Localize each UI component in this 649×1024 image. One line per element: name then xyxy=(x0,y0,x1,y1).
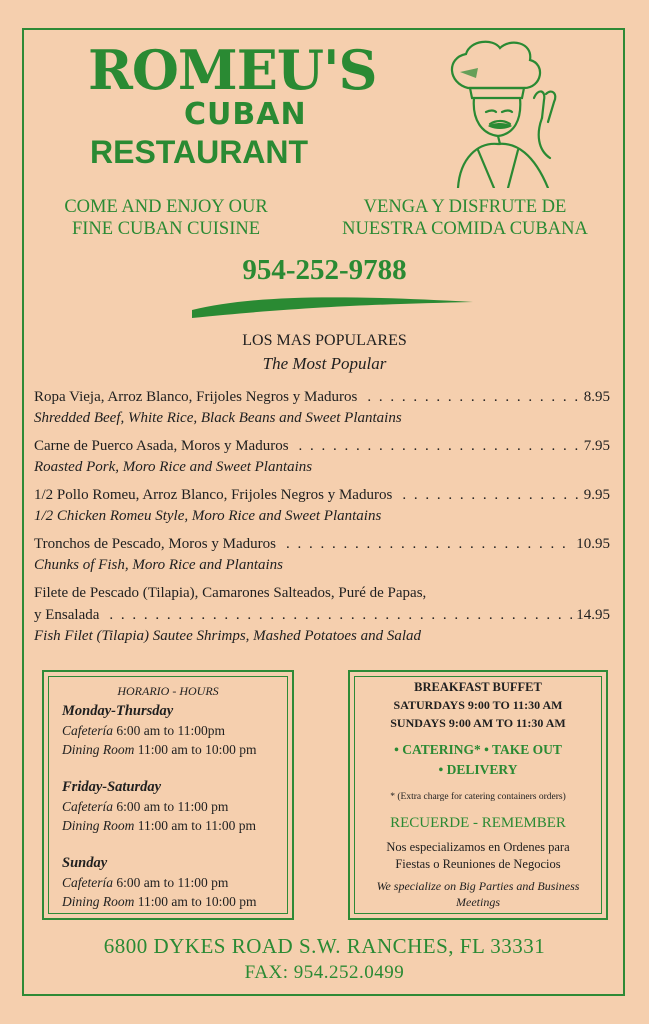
hours-group xyxy=(62,778,292,835)
specialize-en-line1: We specialize on Big Parties and Business xyxy=(376,879,580,893)
tagline-english xyxy=(40,196,292,240)
logo-restaurant: RESTAURANT xyxy=(90,134,309,170)
menu-item-name: y Ensalada xyxy=(34,607,100,623)
specialize-es-line2: Fiestas o Reuniones de Negocios xyxy=(395,857,561,871)
menu-item xyxy=(34,386,610,429)
restaurant-logo xyxy=(88,38,377,170)
logo-cuban: CUBAN xyxy=(184,97,307,132)
menu-item-price: 7.95 xyxy=(583,438,610,454)
fax-number: FAX: 954.252.0499 xyxy=(244,962,405,983)
section-title: LOS MAS POPULARES xyxy=(242,332,407,349)
phone-number[interactable]: 954-252-9788 xyxy=(242,254,407,286)
menu-item-price: 14.95 xyxy=(576,607,610,623)
menu-item-price: 9.95 xyxy=(583,487,610,503)
decorative-swoosh xyxy=(190,292,475,320)
hours-group xyxy=(62,702,292,759)
buffet-title: BREAKFAST BUFFET xyxy=(414,680,542,694)
buffet-box xyxy=(348,670,608,920)
menu-item xyxy=(34,484,610,527)
tagline-es-line1: VENGA Y DISFRUTE DE xyxy=(363,197,567,217)
menu-item xyxy=(34,435,610,478)
hours-day: Monday-Thursday xyxy=(62,703,174,719)
specialize-es-line1: Nos especializamos en Ordenes para xyxy=(386,840,570,854)
hours-group xyxy=(62,854,292,911)
cafeteria-hours: 6:00 am to 11:00 pm xyxy=(116,875,229,890)
hours-day: Friday-Saturday xyxy=(62,779,162,795)
address: 6800 DYKES ROAD S.W. RANCHES, FL 33331 xyxy=(103,934,546,958)
menu-item-description: Shredded Beef, White Rice, Black Beans and Sweet Plantains xyxy=(34,410,402,426)
buffet-sunday: SUNDAYS 9:00 AM TO 11:30 AM xyxy=(390,716,566,730)
dining-label: Dining Room xyxy=(62,742,135,757)
hours-title: HORARIO - HOURS xyxy=(117,684,219,698)
menu-item xyxy=(34,533,610,576)
menu-item-description: Chunks of Fish, Moro Rice and Plantains xyxy=(34,557,284,573)
leader-dots xyxy=(109,604,572,626)
tagline-es-line2: NUESTRA COMIDA CUBANA xyxy=(342,219,588,239)
section-subtitle: The Most Popular xyxy=(262,354,387,373)
menu-item-price: 10.95 xyxy=(576,536,610,552)
chef-illustration xyxy=(438,38,578,188)
menu-item-name: 1/2 Pollo Romeu, Arroz Blanco, Frijoles Negros y Maduros xyxy=(34,487,393,503)
hours-box xyxy=(42,670,294,920)
specialize-en-line2: Meetings xyxy=(456,895,500,909)
menu-item-price: 8.95 xyxy=(583,389,610,405)
cafeteria-label: Cafetería xyxy=(62,723,113,738)
dining-hours: 11:00 am to 11:00 pm xyxy=(137,818,256,833)
dining-label: Dining Room xyxy=(62,818,135,833)
leader-dots xyxy=(286,533,572,555)
tagline-en-line1: COME AND ENJOY OUR xyxy=(64,197,268,217)
remember-title: RECUERDE - REMEMBER xyxy=(390,815,566,831)
menu-item-name: Carne de Puerco Asada, Moros y Maduros xyxy=(34,438,289,454)
leader-dots xyxy=(367,386,579,408)
services-line1: • CATERING* • TAKE OUT xyxy=(394,742,562,757)
cafeteria-label: Cafetería xyxy=(62,799,113,814)
tagline-spanish xyxy=(318,196,612,240)
buffet-saturday: SATURDAYS 9:00 TO 11:30 AM xyxy=(393,698,563,712)
menu-item-name: Ropa Vieja, Arroz Blanco, Frijoles Negros y Maduros xyxy=(34,389,358,405)
services-line2: • DELIVERY xyxy=(438,762,518,777)
catering-note: * (Extra charge for catering containers orders) xyxy=(390,792,566,802)
menu-item-description: Roasted Pork, Moro Rice and Sweet Plantains xyxy=(34,459,313,475)
menu-item-description: Fish Filet (Tilapia) Sautee Shrimps, Mashed Potatoes and Salad xyxy=(34,628,422,644)
menu-item-name: Tronchos de Pescado, Moros y Maduros xyxy=(34,536,276,552)
leader-dots xyxy=(299,435,580,457)
menu-list xyxy=(34,386,610,653)
cafeteria-hours: 6:00 am to 11:00 pm xyxy=(116,799,229,814)
dining-label: Dining Room xyxy=(62,894,135,909)
menu-item-description: 1/2 Chicken Romeu Style, Moro Rice and Sweet Plantains xyxy=(34,508,382,524)
cafeteria-hours: 6:00 am to 11:00pm xyxy=(116,723,225,738)
hours-day: Sunday xyxy=(62,855,108,871)
cafeteria-label: Cafetería xyxy=(62,875,113,890)
menu-item-name-line1: Filete de Pescado (Tilapia), Camarones Salteados, Puré de Papas, xyxy=(34,585,427,601)
tagline-en-line2: FINE CUBAN CUISINE xyxy=(71,219,261,239)
logo-name: ROMEU'S xyxy=(88,38,377,102)
leader-dots xyxy=(402,484,579,506)
menu-item xyxy=(34,582,610,647)
dining-hours: 11:00 am to 10:00 pm xyxy=(137,742,257,757)
dining-hours: 11:00 am to 10:00 pm xyxy=(137,894,257,909)
